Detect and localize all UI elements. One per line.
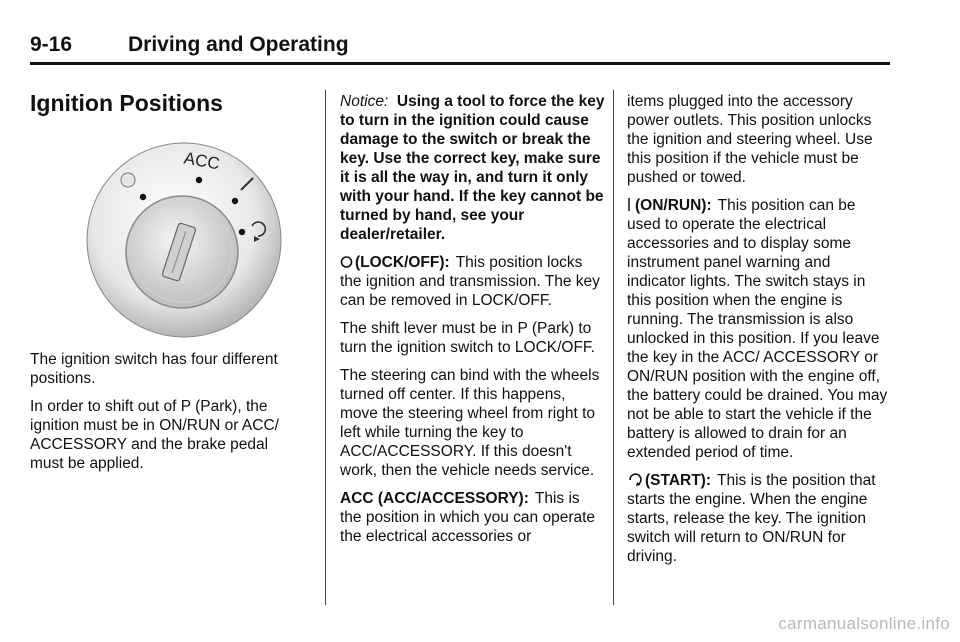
start-label: (START): <box>645 472 711 489</box>
dial-dot-start <box>239 229 245 235</box>
acc-text: This is the position in which you can operate the electrical accessories or <box>340 490 596 545</box>
watermark: carmanualsonline.info <box>778 614 950 633</box>
section-title: Ignition Positions <box>30 90 223 116</box>
on-text: This position can be used to operate the electrical accessories and to display some instrument panel warning and indicator lights. The switch stays in this position when the engine is running. The transmission is also unlocked in this position. If you leave the key in the ACC/ ACCESSORY or ON/RUN position with the engine off, the battery could be drained. You may not be able to start the vehicle if the battery is allowed to drain for an extended period of time. <box>627 197 888 461</box>
column-divider <box>613 90 614 605</box>
paragraph: The steering can bind with the wheels turned off center. If this happens, move the steering wheel from right to left while turning the key to ACC/ACCESSORY. If this doesn't work, then the vehicle needs service. <box>340 367 600 479</box>
column-1 <box>30 350 302 482</box>
start-icon <box>627 471 643 487</box>
acc-paragraph <box>340 489 605 546</box>
start-paragraph <box>627 471 892 566</box>
acc-dial-label: ACC <box>182 148 222 174</box>
column-3 <box>627 92 892 575</box>
lock-paragraph <box>340 253 605 310</box>
notice-label: Notice: <box>340 93 389 110</box>
on-paragraph <box>627 196 892 462</box>
start-text: This is the position that starts the engine. When the engine starts, release the key. The ignition switch will return to ON/RUN for driving. <box>627 472 876 565</box>
ignition-switch-illustration <box>84 140 284 340</box>
page-header <box>30 30 890 60</box>
on-label: (ON/RUN): <box>635 197 712 214</box>
column-2 <box>340 92 605 555</box>
page-number: 9-16 <box>30 33 73 56</box>
notice-text: Using a tool to force the key to turn in the ignition could cause damage to the switch or break the key. Use the correct key, make sure it is all the way in, and turn it only with your hand. If the key cannot be turned by hand, see your dealer/retailer. <box>340 93 605 243</box>
column-divider <box>325 90 326 605</box>
dial-dot-acc <box>196 177 202 183</box>
lock-text: This position locks the ignition and transmission. The key can be removed in LOCK/OFF. <box>340 254 600 309</box>
dial-dot-lock <box>140 194 146 200</box>
lock-label: (LOCK/OFF): <box>355 254 450 271</box>
paragraph: items plugged into the accessory power outlets. This position unlocks the ignition and steering wheel. Use this position if the vehicle must be pushed or towed. <box>627 93 873 186</box>
dial-dot-on <box>232 198 238 204</box>
lock-position-symbol <box>121 173 135 187</box>
notice-paragraph <box>340 92 605 244</box>
paragraph: In order to shift out of P (Park), the ignition must be in ON/RUN or ACC/ ACCESSORY and the brake pedal must be applied. <box>30 398 279 472</box>
acc-label: ACC (ACC/ACCESSORY): <box>340 490 529 507</box>
paragraph: The shift lever must be in P (Park) to turn the ignition switch to LOCK/OFF. <box>340 320 595 356</box>
header-rule <box>30 62 890 65</box>
chapter-title: Driving and Operating <box>128 33 349 56</box>
lock-off-icon <box>340 254 353 269</box>
on-run-icon <box>627 197 633 212</box>
paragraph: The ignition switch has four different positions. <box>30 351 278 387</box>
